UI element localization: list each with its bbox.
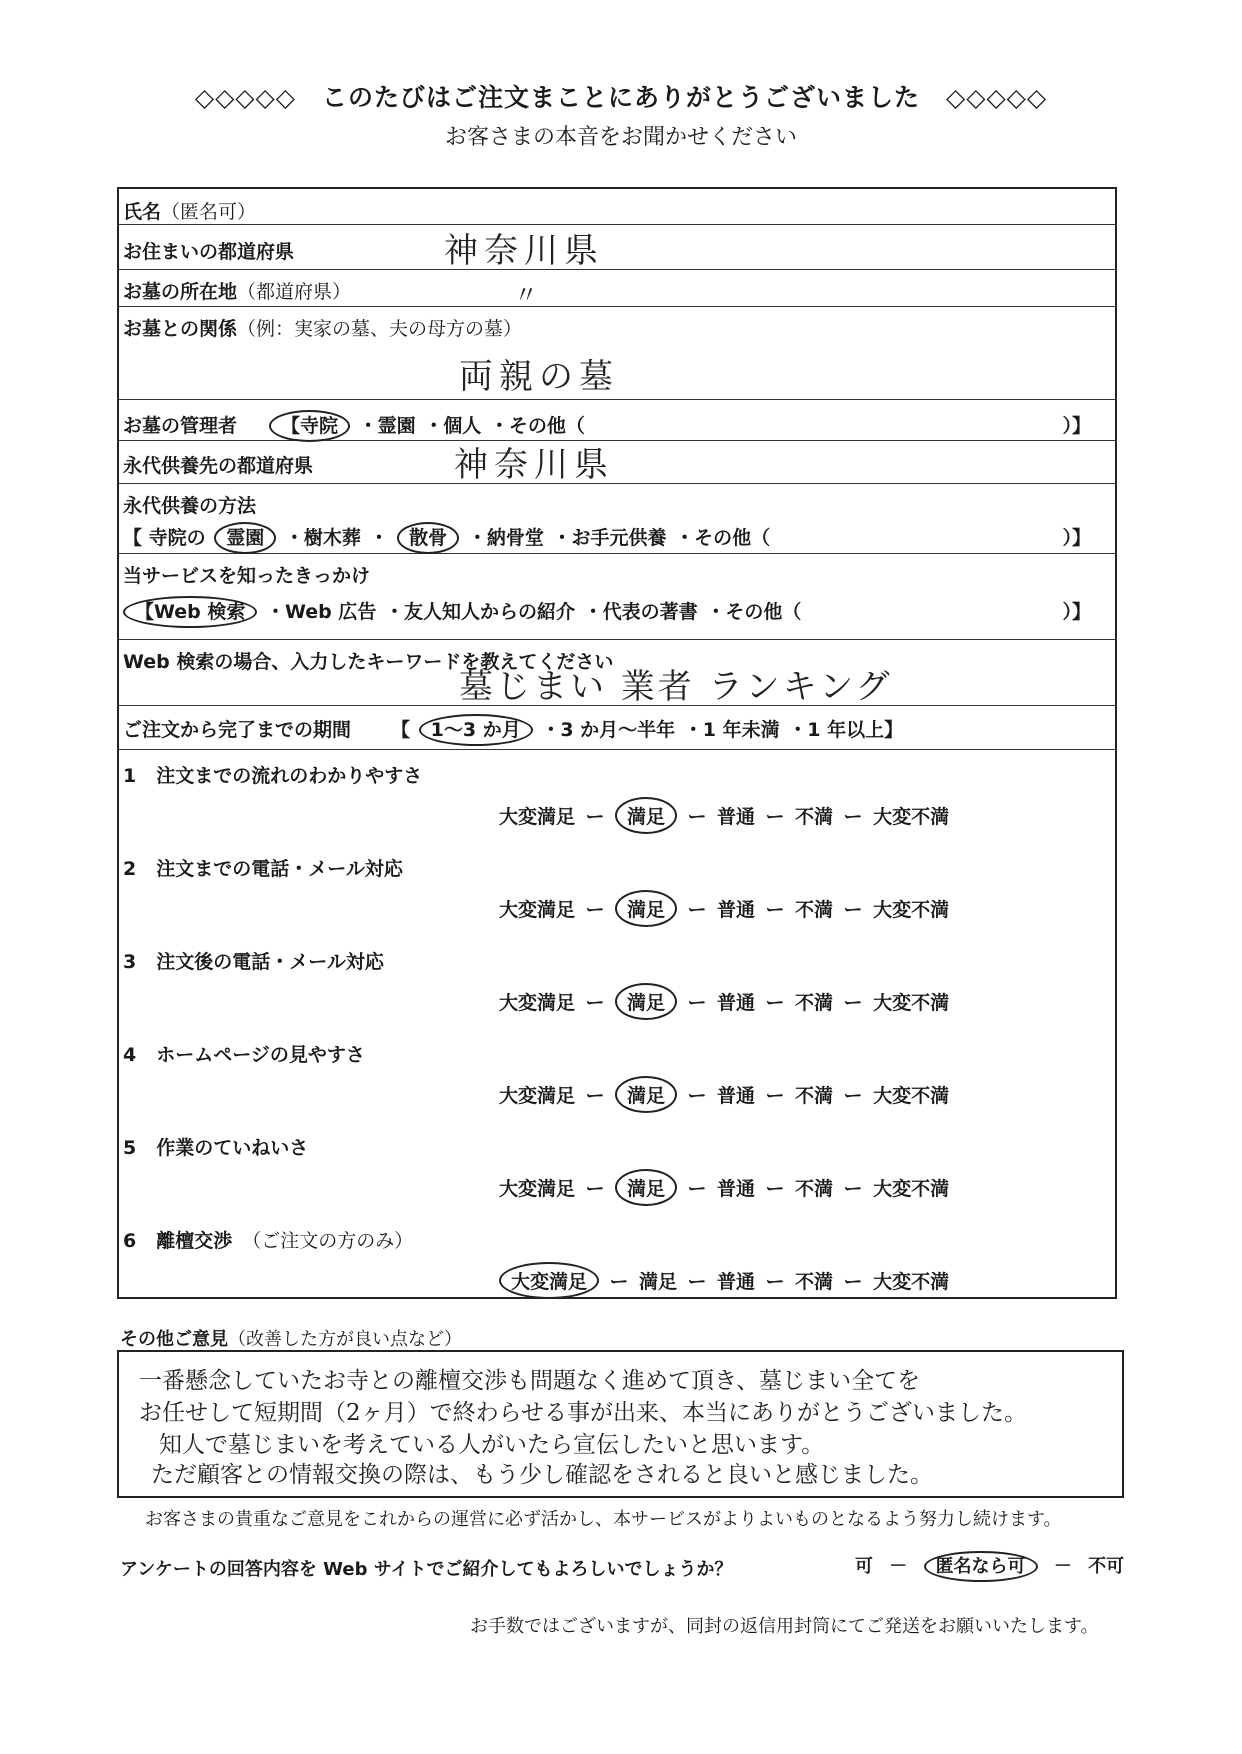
rating-option[interactable]: 大変不満 <box>873 899 950 921</box>
scale-dash: ー <box>687 1271 707 1293</box>
period-option-1-3-months[interactable]: 1～3 か月 <box>419 714 533 746</box>
manager-close: ）】 <box>1062 415 1091 437</box>
row-divider <box>119 224 1115 225</box>
eitai-method-label: 永代供養の方法 <box>123 495 257 517</box>
eitai-option-ossuary[interactable]: ・納骨堂 <box>467 527 544 549</box>
publish-option-yes[interactable]: 可 <box>855 1556 873 1577</box>
eitai-method-close: ）】 <box>1062 527 1091 549</box>
rating-option[interactable]: 満足 <box>615 797 677 834</box>
question-title: 2 注文までの電話・メール対応 <box>123 858 403 880</box>
rating-option[interactable]: 大変満足 <box>499 1178 576 1200</box>
rating-option[interactable]: 満足 <box>615 1169 677 1206</box>
trigger-option-referral[interactable]: ・友人知人からの紹介 <box>385 601 576 623</box>
rating-option[interactable]: 大変不満 <box>873 1085 950 1107</box>
rating-option[interactable]: 大変満足 <box>499 806 576 828</box>
relation-label: お墓との関係（例：実家の墓、夫の母方の墓） <box>123 318 523 340</box>
comment-line: 一番懸念していたお寺との離檀交渉も問題なく進めて頂き、墓じまい全てを <box>139 1368 921 1394</box>
eitai-option-cemetery[interactable]: 霊園 <box>214 522 276 554</box>
question-title: 4 ホームページの見やすさ <box>123 1044 365 1066</box>
scale-dash: ー <box>585 1085 605 1107</box>
rating-option[interactable]: 不満 <box>795 1271 834 1293</box>
scale-dash: ー <box>843 1178 863 1200</box>
rating-option[interactable]: 普通 <box>717 899 756 921</box>
rating-option[interactable]: 大変満足 <box>499 1085 576 1107</box>
manager-option-temple[interactable]: 【寺院 <box>269 410 350 442</box>
rating-option[interactable]: 大変満足 <box>499 992 576 1014</box>
rating-scale <box>499 797 949 834</box>
eitai-pref-value[interactable]: 神奈川県 <box>454 445 614 485</box>
rating-option[interactable]: 不満 <box>795 1085 834 1107</box>
rating-scale <box>499 890 949 927</box>
scale-dash: ー <box>585 806 605 828</box>
scale-dash: ー <box>585 899 605 921</box>
rating-option[interactable]: 大変不満 <box>873 1271 950 1293</box>
rating-option[interactable]: 満足 <box>639 1271 678 1293</box>
scale-dash: ー <box>765 1178 785 1200</box>
rating-option[interactable]: 満足 <box>615 1076 677 1113</box>
grave-location-label: お墓の所在地（都道府県） <box>123 281 352 303</box>
publish-option-no[interactable]: 不可 <box>1088 1556 1125 1577</box>
question-title: 5 作業のていねいさ <box>123 1137 309 1159</box>
scale-dash: ー <box>843 992 863 1014</box>
eitai-method-options <box>123 523 772 550</box>
name-label: 氏名（匿名可） <box>123 201 257 223</box>
scale-dash: ー <box>585 992 605 1014</box>
scale-dash: ー <box>843 1271 863 1293</box>
keyword-label: Web 検索の場合、入力したキーワードを教えてください <box>123 651 614 673</box>
comments-label: その他ご意見（改善した方が良い点など） <box>120 1329 462 1350</box>
rating-option[interactable]: 満足 <box>615 983 677 1020</box>
publish-question: アンケートの回答内容を Web サイトでご紹介してもよろしいでしょうか？ <box>120 1559 733 1580</box>
prefecture-value[interactable]: 神奈川県 <box>444 231 604 271</box>
scale-dash: ー <box>765 1085 785 1107</box>
row-divider <box>119 553 1115 554</box>
trigger-option-web-search[interactable]: 【Web 検索 <box>123 596 257 628</box>
comment-line: お任せして短期間（2ヶ月）で終わらせる事が出来、本当にありがとうございました。 <box>139 1400 1027 1426</box>
publish-options: 可 － 匿名なら可 － 不可 <box>855 1552 1124 1578</box>
period-label: ご注文から完了までの期間 <box>123 719 352 741</box>
scale-dash: ー <box>687 806 707 828</box>
rating-scale <box>499 1169 949 1206</box>
period-open: 【 <box>391 719 411 741</box>
rating-option[interactable]: 普通 <box>717 1085 756 1107</box>
page-title: ◇◇◇◇◇ このたびはご注文まことにありがとうございました ◇◇◇◇◇ <box>194 83 1048 112</box>
rating-option[interactable]: 不満 <box>795 806 834 828</box>
return-note: お手数ではございますが、同封の返信用封筒にてご発送をお願いいたします。 <box>470 1616 1099 1637</box>
manager-option-cemetery[interactable]: ・霊園 <box>358 415 416 437</box>
scale-dash: ー <box>585 1178 605 1200</box>
comment-line: 知人で墓じまいを考えている人がいたら宣伝したいと思います。 <box>159 1432 825 1458</box>
manager-option-other[interactable]: ・その他（ <box>489 415 585 437</box>
period-options <box>391 715 905 742</box>
scale-dash: ー <box>765 1271 785 1293</box>
rating-option[interactable]: 普通 <box>717 1271 756 1293</box>
period-option-under-1-year[interactable]: ・1 年未満 <box>683 719 780 741</box>
scale-dash: ー <box>843 899 863 921</box>
period-option-3-6-months[interactable]: ・3 か月～半年 <box>541 719 676 741</box>
rating-option[interactable]: 大変満足 <box>499 899 576 921</box>
page-subtitle: お客さまの本音をお聞かせください <box>444 125 797 150</box>
scale-dash: ー <box>843 806 863 828</box>
trigger-options <box>123 597 803 624</box>
rating-option[interactable]: 不満 <box>795 1178 834 1200</box>
row-divider <box>119 440 1115 441</box>
rating-option[interactable]: 大変不満 <box>873 992 950 1014</box>
relation-value[interactable]: 両親の墓 <box>459 357 619 397</box>
eitai-option-sep: ・ <box>369 527 389 549</box>
rating-option[interactable]: 大変不満 <box>873 806 950 828</box>
eitai-option-other[interactable]: ・その他（ <box>675 527 771 549</box>
question-title: 1 注文までの流れのわかりやすさ <box>123 765 423 787</box>
eitai-pref-label: 永代供養先の都道府県 <box>123 455 314 477</box>
eitai-option-tree[interactable]: ・樹木葬 <box>284 527 361 549</box>
scale-dash: ー <box>765 992 785 1014</box>
grave-location-value[interactable]: 〃 <box>514 281 544 309</box>
keyword-value[interactable]: 墓じまい 業者 ランキング <box>459 667 893 707</box>
rating-option[interactable]: 大変不満 <box>873 1178 950 1200</box>
rating-option[interactable]: 不満 <box>795 992 834 1014</box>
scale-dash: ー <box>843 1085 863 1107</box>
prefecture-label: お住まいの都道府県 <box>123 241 295 263</box>
eitai-option-home[interactable]: ・お手元供養 <box>552 527 667 549</box>
eitai-option-scatter[interactable]: 散骨 <box>397 522 459 554</box>
rating-scale <box>499 1262 949 1299</box>
question-title: 6 離檀交渉 （ご注文の方のみ） <box>123 1230 414 1252</box>
rating-option[interactable]: 普通 <box>717 806 756 828</box>
eitai-option-temple: 【 寺院の <box>123 527 206 549</box>
scale-dash: ー <box>609 1271 629 1293</box>
publish-option-anonymous[interactable]: 匿名なら可 <box>924 1551 1038 1582</box>
comments-box[interactable] <box>117 1350 1124 1498</box>
manager-label: お墓の管理者 <box>123 415 238 437</box>
row-divider <box>119 639 1115 640</box>
scale-dash: ー <box>687 899 707 921</box>
trigger-option-web-ad[interactable]: ・Web 広告 <box>266 601 377 623</box>
rating-scale <box>499 983 949 1020</box>
row-divider <box>119 749 1115 750</box>
trigger-option-other[interactable]: ・その他（ <box>706 601 802 623</box>
rating-option[interactable]: 不満 <box>795 899 834 921</box>
trigger-close: ）】 <box>1062 601 1091 623</box>
manager-option-individual[interactable]: ・個人 <box>424 415 482 437</box>
row-divider <box>119 399 1115 400</box>
scale-dash: ー <box>687 1178 707 1200</box>
rating-option[interactable]: 大変満足 <box>499 1262 599 1299</box>
row-divider <box>119 483 1115 484</box>
scale-dash: ー <box>765 806 785 828</box>
trigger-option-book[interactable]: ・代表の著書 <box>583 601 698 623</box>
period-option-over-1-year[interactable]: ・1 年以上】 <box>788 719 904 741</box>
thanks-note: お客さまの貴重なご意見をこれからの運営に必ず活かし、本サービスがよりよいものとなるよう努力し続けます。 <box>145 1509 1062 1530</box>
rating-option[interactable]: 普通 <box>717 992 756 1014</box>
comment-line: ただ顧客との情報交換の際は、もう少し確認をされると良いと感じました。 <box>151 1462 933 1488</box>
row-divider <box>119 269 1115 270</box>
manager-options <box>269 411 587 438</box>
rating-option[interactable]: 普通 <box>717 1178 756 1200</box>
row-divider <box>119 306 1115 307</box>
scale-dash: ー <box>687 1085 707 1107</box>
rating-option[interactable]: 満足 <box>615 890 677 927</box>
survey-form <box>117 187 1117 1299</box>
question-title: 3 注文後の電話・メール対応 <box>123 951 384 973</box>
trigger-label: 当サービスを知ったきっかけ <box>123 565 371 587</box>
scale-dash: ー <box>687 992 707 1014</box>
rating-scale <box>499 1076 949 1113</box>
scale-dash: ー <box>765 899 785 921</box>
